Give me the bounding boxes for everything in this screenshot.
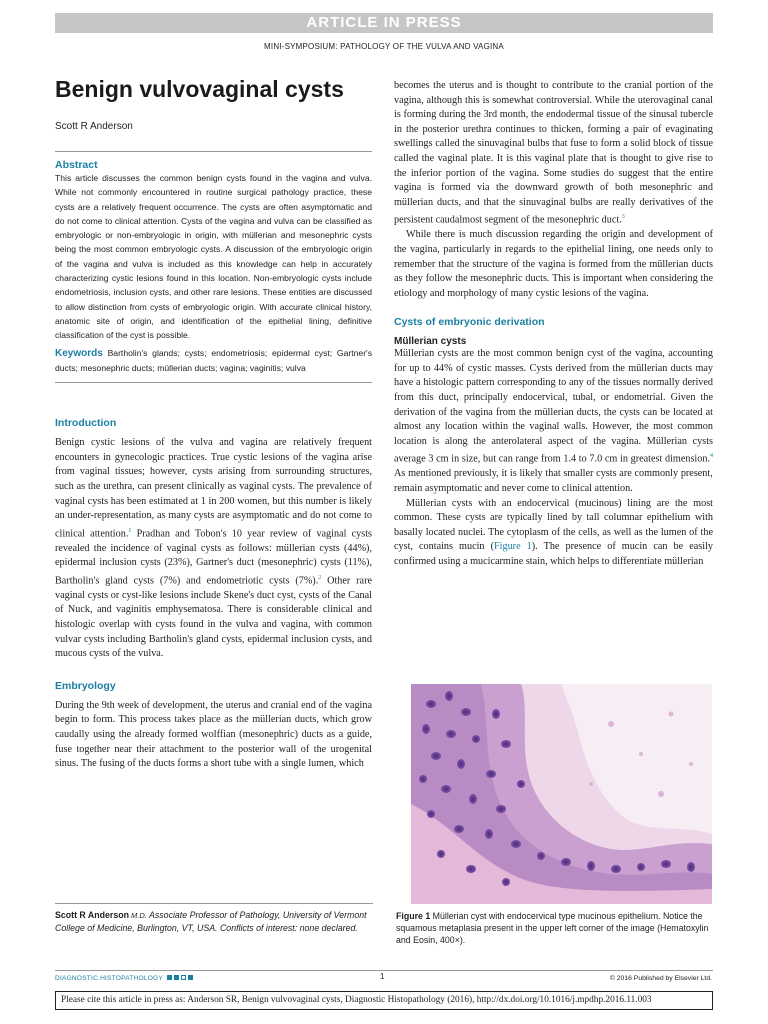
footnote-divider xyxy=(55,903,373,904)
square-icon xyxy=(174,975,179,980)
figure-1-link[interactable]: Figure 1 xyxy=(494,541,532,553)
article-title: Benign vulvovaginal cysts xyxy=(55,76,344,102)
histology-figure-image xyxy=(411,684,712,904)
left-column xyxy=(55,76,372,772)
embryology-paragraph-2: becomes the uterus and is thought to contribute to the cranial portion of the vagina, although this is somewhat controversial. While the uterovaginal canal is forming during the 3rd month, the endodermal tissue of the sinusal tubercle in the posterior urethra continues to thicken, forming a pair of evaginating swellings called the sinuvaginal bulbs that fuse to form a solid block of tissue called the vaginal plate. It is this vaginal plate that is thought to give rise to the inferior portion of the vagina. Some studies do suggest that the entire vagina is formed via the downward growth of both mesonephric and müllerian ducts, and that the sinuvaginal bulbs are really derivatives of the persistent caudalmost segment of the mesonephric duct.$^3$ xyxy=(394,80,713,226)
author-name: Scott R Anderson xyxy=(55,121,133,132)
figure-caption: Figure 1 Müllerian cyst with endocervical type mucinous epithelium. Notice the squamous metaplasia present in the upper left corner of the image (Hematoxylin and Eosin, 400×). xyxy=(396,911,709,945)
reference-2[interactable]: 2 xyxy=(318,574,322,581)
keywords-label: Keywords xyxy=(55,347,103,359)
mullerian-cysts-subheading: Müllerian cysts xyxy=(394,336,467,348)
reference-1[interactable]: 1 xyxy=(128,527,132,534)
embryonic-cysts-heading: Cysts of embryonic derivation xyxy=(394,316,545,329)
footer-divider xyxy=(55,970,713,971)
square-icon xyxy=(188,975,193,980)
right-column xyxy=(394,79,713,570)
keywords xyxy=(55,346,372,376)
mullerian-paragraph-1: Müllerian cysts are the most common benign cyst of the vagina, accounting for up to 44% of cystic masses. Cysts derived from the müllerian ducts may have a histologic pattern corresponding to any of the tissues normally derived from this duct, principally endocervical, tubal, or endometrial. Given the derivation of the vagina from the müllerian ducts, the cysts can be located at almost any location within the vaginal walls. However, the most common location is along the anterolateral aspect of the vagina. Müllerian cysts average 3 cm in size, but can range from 1.4 to 7.0 cm in greatest dimension.$^4$ As mentioned previously, it is likely that smaller cysts are commonly present, remain asymptomatic and never come to clinical attention. xyxy=(394,348,713,495)
mullerian-paragraph-2: Müllerian cysts with an endocervical (mucinous) lining are the most common. These cysts are typically lined by tall columnar epithelium with basally located nuclei. The cytoplasm of the cells, as well as the lumen of the cyst, contains mucin (Figure 1). The presence of mucin can be easily confirmed using a mucicarmine stain, which helps to differentiate müllerian xyxy=(394,497,713,567)
abstract-text: This article discusses the common benign cysts found in the vagina and vulva. While not commonly encountered in routine surgical pathology practice, these cysts are a relatively frequent occurrence. The cysts are often asymptomatic and do not come to clinical attention. Cysts of the vagina and vulva can be classified as embryologic or non-embryologic in origin, with müllerian and mesonephric cysts being the most common embryologic cysts. A discussion of the embryologic origin of the vagina and vulva is included as this knowledge can help in accurately characterizing cystic lesions found in this location. Non-embryologic cysts include endometriosis, inclusion cysts, and other rare lesions. These entities are discussed to allow distinction from cysts of embryologic origin. With accurate clinical history, anatomic site of origin, and identification of the epithelial lining, definitive classification of the cyst is possible. xyxy=(55,173,372,341)
footnote-author: Scott R Anderson xyxy=(55,910,129,920)
embryology-paragraph-3: While there is much discussion regarding the origin and development of the vagina, particularly in regards to the epithelial lining, one needs only to remember that the structure of the vagina is formed from the müllerian ducts as they follow the mesonephric ducts. This is important when considering the etiology and morphology of many cystic lesions of the vagina. xyxy=(394,229,713,299)
keywords-list: Bartholin's glands; cysts; endometriosis; epidermal cyst; Gartner's ducts; mesonephric ducts; müllerian ducts; vagina; vaginitis; vulva xyxy=(55,347,372,373)
introduction-heading: Introduction xyxy=(55,417,117,430)
citation-box: Please cite this article in press as: Anderson SR, Benign vulvovaginal cysts, Diagnostic Histopathology (2016), http://dx.doi.org/10.1016/j.mpdhp.2016.11.003 xyxy=(55,991,713,1010)
square-icon xyxy=(167,975,172,980)
histology-micrograph xyxy=(411,684,712,904)
series-header: MINI-SYMPOSIUM: PATHOLOGY OF THE VULVA AND VAGINA xyxy=(264,42,504,51)
embryology-paragraph-1: During the 9th week of development, the uterus and cranial end of the vagina begin to form. This process takes place as the müllerian ducts, which grow caudally using the already formed wolffian (mesonephric) ducts as a guide, fuse together near their attachment to the posterior wall of the urogenital sinus. The fusing of the ducts forms a short tube with a single lumen, which xyxy=(55,699,372,770)
journal-name: DIAGNOSTIC HISTOPATHOLOGY xyxy=(55,975,193,982)
reference-3[interactable]: 3 xyxy=(621,214,625,221)
author-footnote: Scott R Anderson M.D. Associate Professor of Pathology, University of Vermont College of Medicine, Burlington, VT, USA. Conflicts of interest: none declared. xyxy=(55,910,367,933)
abstract-heading: Abstract xyxy=(55,159,98,171)
page-number: 1 xyxy=(380,972,385,981)
figure-label: Figure 1 xyxy=(396,911,431,921)
copyright: © 2016 Published by Elsevier Ltd. xyxy=(609,975,712,982)
introduction-paragraph: Benign cystic lesions of the vulva and vagina are relatively frequent encounters in gynecologic practices. True cystic lesions of the vagina arise from vaginal tissues; however, cysts arising from surrounding structures, such as the urethra, can present clinically as vaginal cysts. The prevalence of vaginal cysts has been estimated at 1 in 200 women, but this number is likely an under-representation, as many cysts are asymptomatic and do not come to clinical attention.$^1$ Pradhan and Tobon's 10 year review of vaginal cysts revealed the incidence of vaginal cysts as follows: müllerian cysts (44%), epidermal inclusion cysts (23%), Gartner's duct (mesonephric) cysts (11%), Bartholin's gland cysts (7%) and endometriotic cysts (7%).$^2$ Other rare vaginal cysts or cyst-like lesions include Skene's duct cyst, cysts of the Canal of Nuck, and vaginitis emphysematosa. There is considerable clinical and histologic overlap with cysts found in the vulva and vagina, with common vulvar cysts including Bartholin's gland cysts, epidermal inclusion cysts, and mucous cysts of the vulva. xyxy=(55,437,372,660)
divider xyxy=(55,382,372,383)
reference-4[interactable]: 4 xyxy=(710,453,713,460)
article-in-press-banner: ARTICLE IN PRESS xyxy=(55,13,713,33)
abstract-box xyxy=(55,152,372,375)
embryology-heading: Embryology xyxy=(55,679,116,692)
square-icon xyxy=(181,975,186,980)
